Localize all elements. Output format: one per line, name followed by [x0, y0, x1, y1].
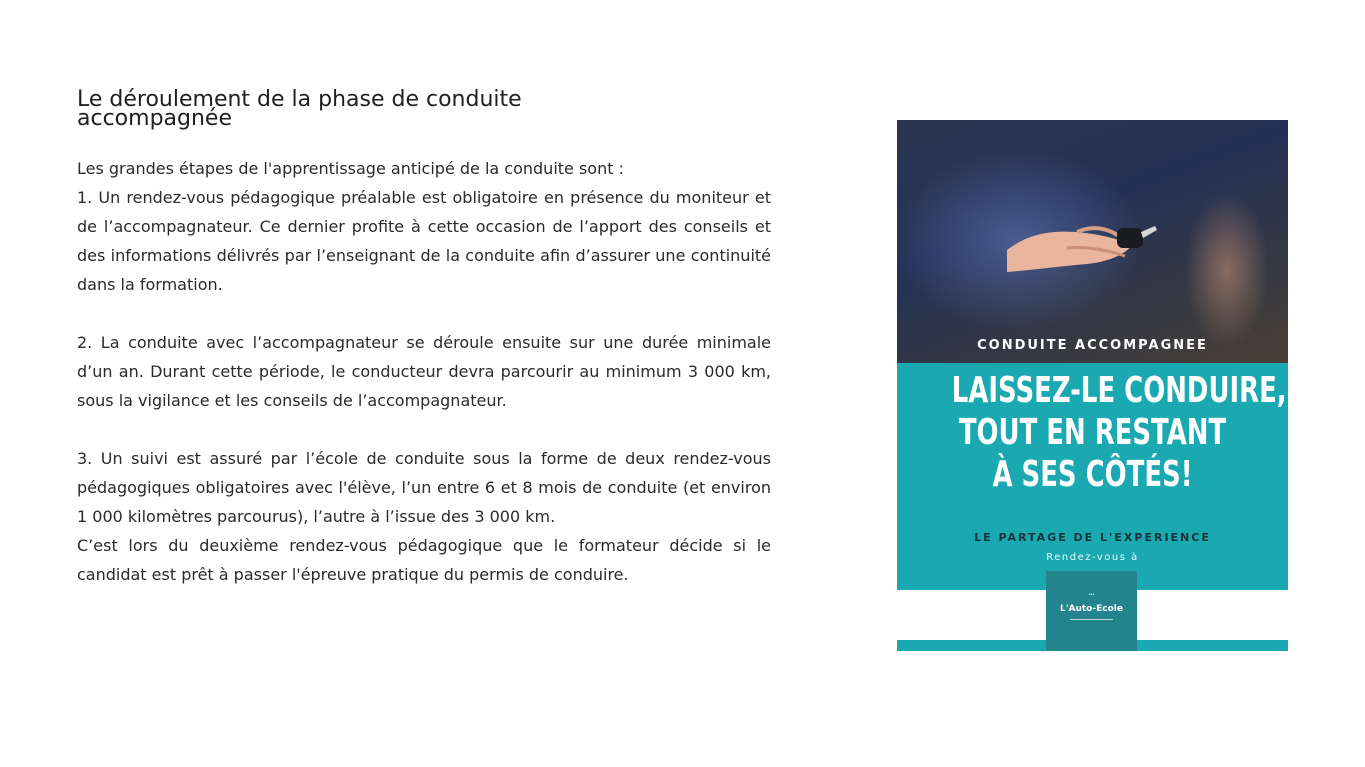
poster-label: CONDUITE ACCOMPAGNEE — [977, 338, 1208, 353]
step-3-paragraph: 3. Un suivi est assuré par l’école de conduite sous la forme de deux rendez-vous pédagogiques obligatoires avec l'élève, l’un entre 6 et 8 mois de conduite (et environ 1 000 kilomètres parcourus), l’autre à l’issue des 3 000 km. — [77, 449, 771, 526]
body-text — [77, 154, 771, 589]
text-column — [77, 87, 771, 589]
intro-paragraph: Les grandes étapes de l'apprentissage anticipé de la conduite sont : — [77, 159, 624, 178]
hand-with-car-key-icon — [1007, 190, 1157, 280]
logo-underline — [1070, 619, 1113, 620]
step-2-paragraph: 2. La conduite avec l’accompagnateur se déroule ensuite sur une durée minimale d’un an. Durant cette période, le conducteur devra parcourir au minimum 3 000 km, sous la vigilance et les conseils de l’accompagnateur. — [77, 333, 771, 410]
poster-headline — [951, 370, 1287, 496]
paragraph-spacer — [77, 299, 771, 328]
logo-dots-icon: ••• — [1088, 592, 1095, 598]
paragraph-spacer — [77, 415, 771, 444]
poster-image — [897, 120, 1288, 651]
headline-line-2: TOUT EN RESTANT — [958, 412, 1227, 453]
auto-ecole-logo — [1046, 571, 1137, 651]
headline-line-1: LAISSEZ-LE CONDUIRE, — [951, 370, 1287, 411]
headline-line-3: À SES CÔTÉS! — [992, 454, 1193, 495]
poster-subtitle: LE PARTAGE DE L'EXPERIENCE — [974, 531, 1211, 544]
conclusion-paragraph: C’est lors du deuxième rendez-vous pédagogique que le formateur décide si le candidat est prêt à passer l'épreuve pratique du permis de conduire. — [77, 536, 771, 584]
section-title: Le déroulement de la phase de conduite accompagnée — [77, 87, 522, 131]
poster-rdv-text: Rendez-vous à — [1046, 552, 1139, 563]
poster-photo — [897, 120, 1288, 363]
logo-text: L'Auto-Ecole — [1060, 604, 1123, 614]
step-1-paragraph: 1. Un rendez-vous pédagogique préalable est obligatoire en présence du moniteur et de l’accompagnateur. Ce dernier profite à cette occasion de l’apport des conseils et des informations délivrés par l’enseignant de la conduite afin d’assurer une continuité dans la formation. — [77, 188, 771, 294]
